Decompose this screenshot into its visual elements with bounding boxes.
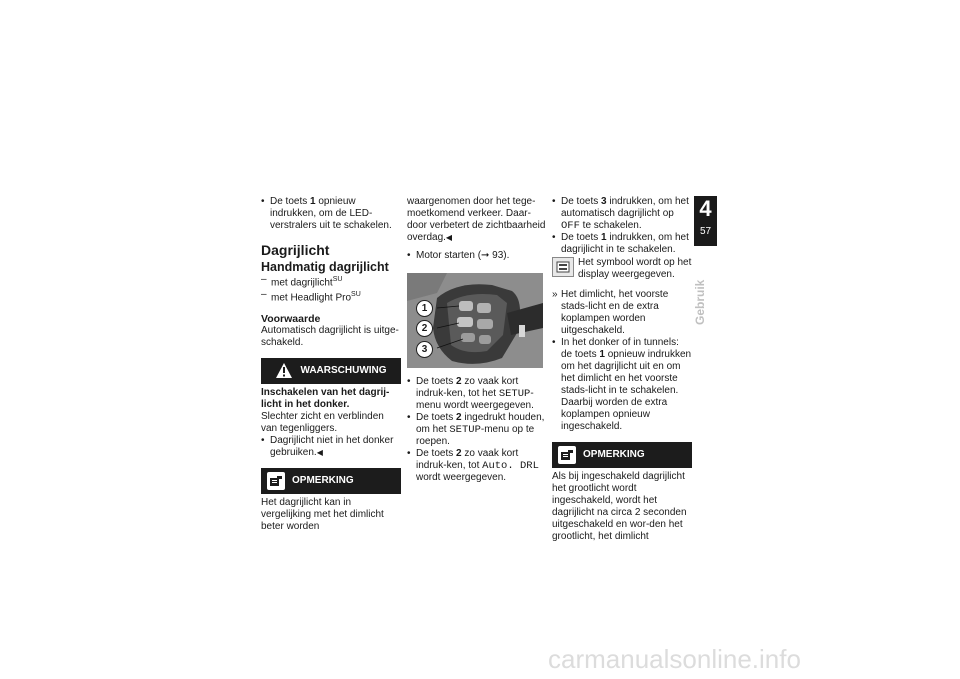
note-box: OPMERKING — [261, 468, 401, 494]
note-hand-icon — [558, 446, 576, 464]
drl-symbol-line: Het symbool wordt op het display weergegeven. — [552, 257, 692, 281]
note-box-2: OPMERKING — [552, 442, 692, 468]
watermark: carmanualsonline.info — [548, 644, 801, 674]
label-button-3: 3 — [416, 341, 433, 358]
warning-title: Inschakelen van het dagrij-licht in het donker. — [261, 386, 390, 410]
section-label: Gebruik — [693, 279, 707, 325]
label-button-1: 1 — [416, 300, 433, 317]
end-arrow-icon: ◀ — [445, 233, 453, 242]
result-lights-off: » Het dimlicht, het voorste stads-licht en de extra koplampen worden uitgeschakeld. — [552, 289, 692, 337]
bullet-dark-tunnel: • In het donker of in tunnels: de toets 1 opnieuw indrukken om het dagrijlicht uit en om het dimlicht en het voorste stads-licht in te schakelen. Daarbij worden de extra koplampen opnieuw ingeschakeld. — [552, 337, 692, 433]
note-continued: waargenomen door het tege-moetkomend verkeer. Daar-door verbetert de zichtbaarheid overdag.◀ — [407, 196, 546, 243]
chapter-tab: 4 — [694, 196, 717, 246]
column-3 — [552, 196, 692, 543]
bullet-press-2-short: • De toets 2 zo vaak kort indruk-ken, tot het SETUP-menu wordt weergegeven. — [407, 376, 547, 412]
note-text-2: Als bij ingeschakeld dagrijlicht het grootlicht wordt ingeschakeld, wordt het dagrijlicht na circa 2 seconden uitgeschakeld en wor-den het grootlicht, het dimlicht — [552, 471, 687, 542]
bullet-start-engine: • Motor starten (➞ 93). — [407, 250, 547, 262]
bullet-press-3-off: • De toets 3 indrukken, om het automatisch dagrijlicht op OFF te schakelen. — [552, 196, 692, 232]
condition-heading: Voorwaarde — [261, 312, 321, 325]
column-1 — [261, 196, 401, 533]
option-headlight-pro: – met Headlight Pro$^{SU}$ — [261, 289, 401, 304]
option-daytime-light: – met dagrijlicht$^{SU}$ — [261, 274, 401, 289]
bullet-hold-2: • De toets 2 ingedrukt houden, om het SETUP-menu op te roepen. — [407, 412, 547, 448]
warning-box: WAARSCHUWING — [261, 358, 401, 384]
warning-bullet: • Dagrijlicht niet in het donker gebruiken.◀ — [261, 435, 401, 459]
page-number: 57 — [699, 226, 712, 237]
warning-text: Slechter zicht en verblinden van tegenliggers. — [261, 410, 384, 434]
condition-text: Automatisch dagrijlicht is uitge-schakeld. — [261, 324, 399, 348]
end-arrow-icon: ◀ — [316, 447, 323, 457]
warning-triangle-icon — [275, 362, 293, 380]
daytime-running-light-icon — [552, 257, 574, 277]
bullet-press-2-auto-drl: • De toets 2 zo vaak kort indruk-ken, tot Auto. DRL wordt weergegeven. — [407, 448, 547, 484]
note-text: Het dagrijlicht kan in vergelijking met het dimlicht beter worden — [261, 496, 384, 532]
bullet-press-1-on: • De toets 1 indrukken, om het dagrijlicht in te schakelen. — [552, 232, 692, 256]
label-button-2: 2 — [416, 320, 433, 337]
column-2 — [407, 196, 547, 484]
subsection-heading: Handmatig dagrijlicht — [261, 260, 389, 274]
handlebar-switch-photo — [407, 273, 543, 368]
bullet-led-off: • De toets 1 opnieuw indrukken, om de LED-verstralers uit te schakelen. — [261, 196, 401, 232]
note-hand-icon — [267, 472, 285, 490]
section-heading: Dagrijlicht — [261, 242, 330, 258]
